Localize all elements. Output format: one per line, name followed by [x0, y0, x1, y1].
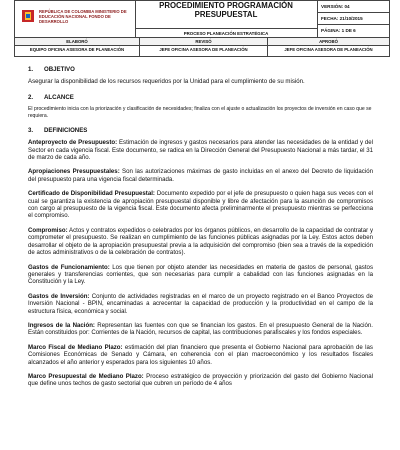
elaboro-column	[15, 38, 140, 56]
definition-text: Conjunto de actividades registradas en el marco de un proyecto registrado en el Banco Proyectos de Inversión Nacional - BPIN, encaminadas a acrecentar la capacidad de producción y la productividad en el campo de la estructura física, económica y social.	[28, 292, 373, 315]
coat-of-arms-icon	[21, 9, 35, 23]
definition-item	[28, 227, 373, 257]
definition-term: Certificado de Disponibilidad Presupuestal:	[28, 190, 155, 198]
document-header-table	[14, 0, 390, 38]
section-title: OBJETIVO	[44, 66, 75, 73]
definition-item	[28, 344, 373, 366]
section-heading-definiciones	[28, 127, 373, 134]
definition-item	[28, 264, 373, 286]
definition-term: Marco Fiscal de Mediano Plazo:	[28, 343, 123, 351]
definition-term: Anteproyecto de Presupuesto:	[28, 139, 118, 147]
section-heading-alcance	[28, 94, 373, 101]
definition-item	[28, 139, 373, 161]
definition-text: Representan las fuentes con que se financian los gastos. En el presupuesto General de la Nación. Están constituidos por: Corrientes de la Nación, recursos de capital, las contribuciones parafiscales y los fondos especiales.	[28, 321, 373, 337]
aprobo-header: APROBÓ	[268, 38, 389, 46]
objetivo-text: Asegurar la disponibilidad de los recursos requeridos por la Unidad para el cumplimiento de su misión.	[28, 78, 305, 86]
elaboro-value: EQUIPO OFICINA ASESORA DE PLANEACIÓN	[29, 47, 125, 52]
section-number: 3.	[28, 126, 34, 134]
definition-text: Documento expedido por el jefe de presupuesto o quien haga sus veces con el cual se garantiza la existencia de apropiación presupuestal disponible y libre de afectación para la asunción de compromisos con cargo al presupuesto de la vigencia fiscal. Este documento afecta preliminarmente el presupuesto mientras se perfecciona el compromiso.	[28, 190, 374, 220]
document-title-line1: PROCEDIMIENTO PROGRAMACIÓN	[159, 1, 293, 10]
date-label: FECHA: 21/10/2015	[317, 13, 389, 25]
section-title: DEFINICIONES	[44, 126, 88, 134]
section-number: 2.	[28, 93, 34, 101]
page-label: PÁGINA: 1 DE 6	[321, 28, 356, 33]
definition-term: Gastos de Funcionamiento:	[28, 263, 110, 271]
section-heading-objetivo	[28, 66, 373, 73]
title-cell	[135, 1, 318, 37]
definition-term: Marco Presupuestal de Mediano Plazo:	[28, 372, 144, 380]
logo-text: REPÚBLICA DE COLOMBIA MINISTERIO DE EDUCACIÓN NACIONAL FONDO DE DESARROLLO	[39, 9, 127, 24]
aprobo-column	[268, 38, 389, 56]
definition-term: Ingresos de la Nación:	[28, 321, 95, 329]
definition-text: Son las autorizaciones máximas de gasto incluidas en el anexo del Decreto de liquidación del presupuesto para una vigencia fiscal determinada.	[28, 168, 373, 183]
definition-text: Los que tienen por objeto atender las necesidades en materia de gastos de personal, gastos generales y transferencias corrientes, que son necesarias para cumplir a cabalidad con las funciones asignadas en la Constitución y la Ley.	[28, 263, 373, 286]
definition-term: Compromiso:	[28, 226, 68, 234]
logo-cell	[15, 1, 136, 37]
reviso-column	[140, 38, 268, 56]
definition-text: Actos y contratos expedidos o celebrados por los órganos públicos, en desarrollo de la capacidad de contratar y comprometer el presupuesto. Se realizan en cumplimiento de las funciones públicas asignadas por la Ley. Estos actos deben desarrollar el objeto de la apropiación presupuestal previa a la adquisición del compromiso (bien sea a través de la expedición de actos administrativos o de la celebración de contratos).	[28, 226, 373, 257]
definition-text: Estimación de ingresos y gastos necesarios para atender las necesidades de la entidad y del Sector en cada vigencia fiscal. Este documento, se radica en la Dirección General del Presupuesto Nacional a más tardar, el 31 de marzo de cada año.	[28, 139, 374, 162]
version-label: VERSIÓN: 04	[317, 1, 389, 13]
definition-item	[28, 293, 373, 315]
elaboro-header: ELABORÓ	[15, 38, 139, 46]
document-title	[135, 1, 317, 19]
process-name: PROCESO PLANEACIÓN ESTRATÉGICA	[135, 28, 317, 38]
document-body	[28, 66, 373, 395]
definition-item	[28, 190, 373, 220]
meta-cell	[317, 1, 389, 37]
section-title: ALCANCE	[44, 93, 74, 101]
definition-text: estimación del plan financiero que presenta el Gobierno Nacional para aprobación de las Comisiones Económicas de Senado y Cámara, en coherencia con el plan macroeconómico y los resultados fiscales alcanzados el año anterior y esperados para los siguientes 10 años.	[28, 343, 373, 366]
document-title-line2: PRESUPUESTAL	[194, 10, 258, 19]
definition-term: Gastos de Inversión:	[28, 292, 90, 300]
reviso-header: REVISÓ	[140, 38, 267, 46]
definition-item	[28, 168, 373, 183]
alcance-text: El procedimiento inicia con la priorización y clasificación de necesidades; finaliza con el ajuste o actualización los proyectos de inversión en caso que se requiera.	[28, 106, 372, 119]
definition-text: Proceso estratégico de proyección y priorización del gasto del Gobierno Nacional que define unos techos de gasto sectorial que cubren un período de 4 años	[28, 372, 373, 388]
aprobo-value: JEFE OFICINA ASESORA DE PLANEACIÓN	[284, 47, 373, 52]
section-number: 1.	[28, 66, 34, 73]
approval-table	[14, 38, 390, 57]
definition-item	[28, 322, 373, 337]
definition-term: Apropiaciones Presupuestales:	[28, 168, 120, 176]
definition-item	[28, 373, 373, 388]
reviso-value: JEFE OFICINA ASESORA DE PLANEACIÓN	[159, 47, 248, 52]
